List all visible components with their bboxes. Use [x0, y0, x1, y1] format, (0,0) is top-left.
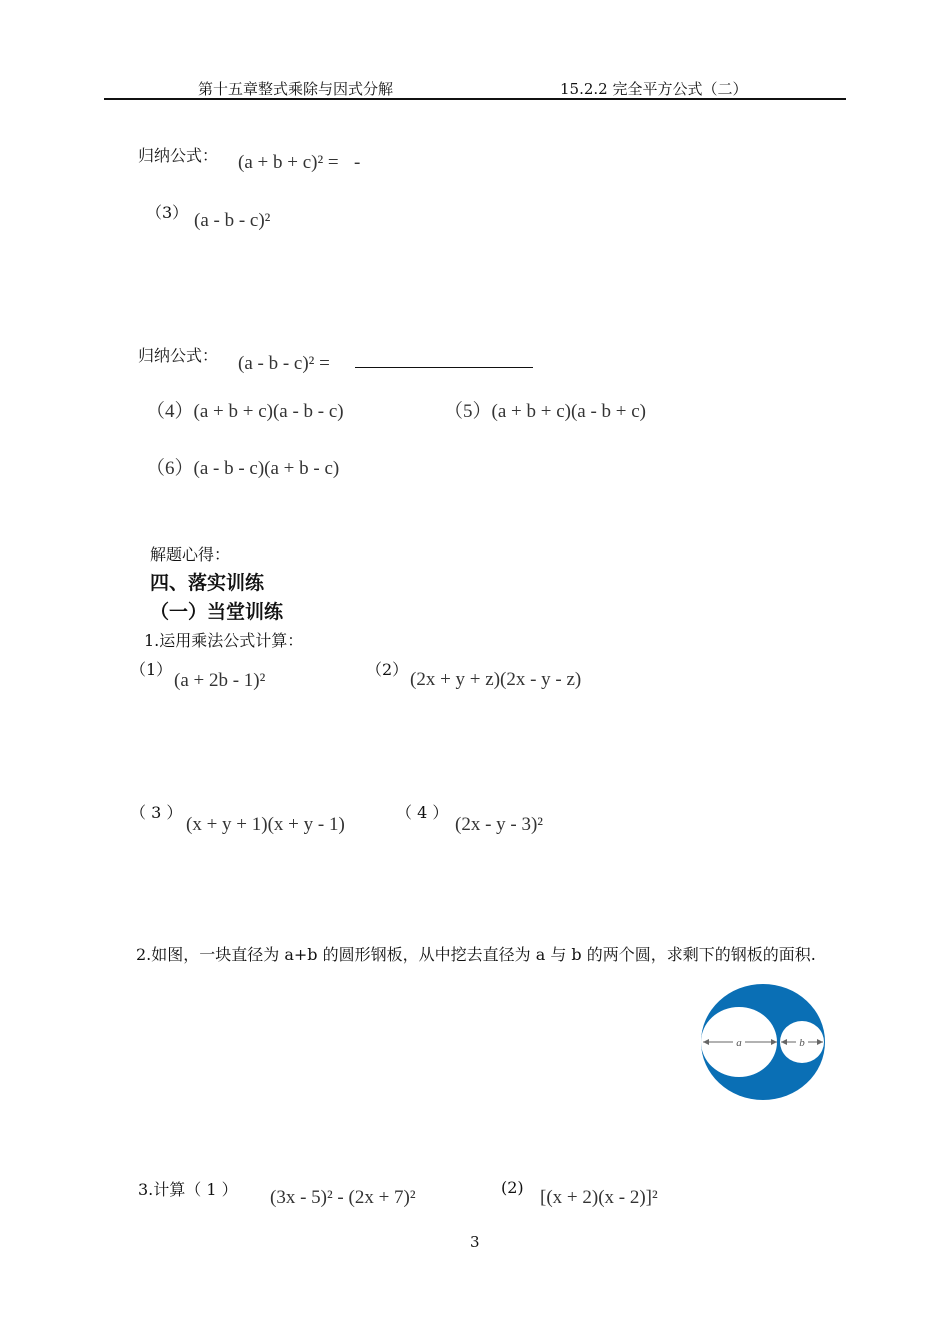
- insight-label: 解题心得：: [150, 545, 231, 564]
- question-3-label: （3）: [146, 203, 189, 222]
- answer-blank[interactable]: [355, 349, 533, 368]
- induce-expr-2: (a - b - c)² =: [238, 353, 330, 374]
- exercise-1-4-label: （ 4 ）: [396, 803, 449, 822]
- exercise-1-4-expr: (2x - y - 3)²: [455, 814, 544, 835]
- exercise-3-2-expr: [(x + 2)(x - 2)]²: [540, 1187, 658, 1208]
- header-chapter: 第十五章整式乘除与因式分解: [198, 80, 394, 98]
- header-rule: [104, 98, 846, 100]
- question-4: （4）(a + b + c)(a - b - c): [146, 401, 344, 422]
- exercise-1-3-expr: (x + y + 1)(x + y - 1): [186, 814, 345, 835]
- subsection-title: （一）当堂训练: [150, 601, 284, 623]
- section-title: 四、落实训练: [150, 572, 265, 594]
- exercise-3-label: 3.计算（ 1 ）: [138, 1180, 238, 1199]
- question-6: （6）(a - b - c)(a + b - c): [146, 458, 340, 479]
- exercise-1-3-label: （ 3 ）: [130, 803, 183, 822]
- header-section: 15.2.2 完全平方公式（二）: [560, 80, 748, 98]
- label-a: a: [736, 1037, 742, 1049]
- label-b: b: [799, 1037, 805, 1049]
- page-number: 3: [470, 1233, 480, 1251]
- exercise-1-1-expr: (a + 2b - 1)²: [174, 670, 266, 691]
- question-5: （5）(a + b + c)(a - b + c): [444, 401, 647, 422]
- induce-tail-1: -: [354, 152, 361, 173]
- induce-expr-1: (a + b + c)² =: [238, 152, 339, 173]
- exercise-1-1-label: （1）: [130, 660, 173, 679]
- induce-label-2: 归纳公式：: [138, 346, 219, 365]
- exercise-1-2-expr: (2x + y + z)(2x - y - z): [410, 669, 582, 690]
- circle-plate-figure: [699, 982, 827, 1102]
- exercise-1-2-label: （2）: [366, 660, 409, 679]
- exercise-2-text: 2.如图，一块直径为 a+b 的圆形钢板，从中挖去直径为 a 与 b 的两个圆，求剩下的钢板的面积.: [136, 945, 816, 964]
- exercise-3-1-expr: (3x - 5)² - (2x + 7)²: [270, 1187, 416, 1208]
- exercise-1-title: 1.运用乘法公式计算：: [144, 631, 304, 650]
- question-3-expr: (a - b - c)²: [194, 210, 271, 231]
- exercise-3-2-label: (2): [501, 1178, 524, 1197]
- induce-label-1: 归纳公式：: [138, 146, 219, 165]
